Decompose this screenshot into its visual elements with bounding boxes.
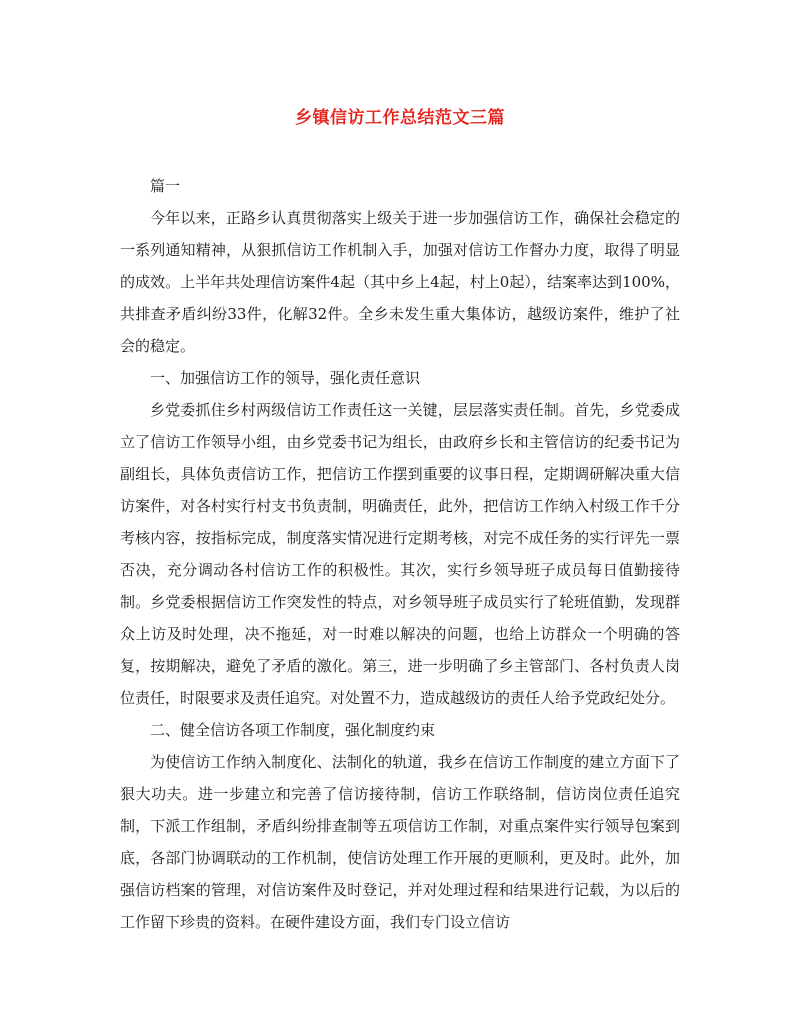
paragraph-section-1: 乡党委抓住乡村两级信访工作责任这一关键，层层落实责任制。首先，乡党委成立了信访工作领导小组，由乡党委书记为组长，由政府乡长和主管信访的纪委书记为副组长，具体负责信访工作，把信访工作摆到重要的议事日程，定期调研解决重大信访案件，对各村实行村支书负责制，明确责任，此外，把信访工作纳入村级工作千分考核内容，按指标完成，制度落实情况进行定期考核，对完不成任务的实行评先一票否决，充分调动各村信访工作的积极性。其次，实行乡领导班子成员每日值勤接待制。乡党委根据信访工作突发性的特点，对乡领导班子成员实行了轮班值勤，发现群众上访及时处理，决不拖延，对一时难以解决的问题，也给上访群众一个明确的答复，按期解决，避免了矛盾的激化。第三，进一步明确了乡主管部门、各村负责人岗位责任，时限要求及责任追究。对处置不力，造成越级访的责任人给予党政纪处分。 xyxy=(120,401,680,707)
document-title: 乡镇信访工作总结范文三篇 xyxy=(295,108,505,128)
section-label: 篇一 xyxy=(150,177,181,195)
document-body xyxy=(120,170,680,938)
paragraph-intro: 今年以来，正路乡认真贯彻落实上级关于进一步加强信访工作，确保社会稳定的一系列通知精神，从狠抓信访工作机制入手，加强对信访工作督办力度，取得了明显的成效。上半年共处理信访案件4起（其中乡上4起，村上0起），结案率达到100%，共排查矛盾纠纷33件，化解32件。全乡未发生重大集体访，越级访案件，维护了社会的稳定。 xyxy=(120,209,680,355)
paragraph-section-2: 为使信访工作纳入制度化、法制化的轨道，我乡在信访工作制度的建立方面下了狠大功夫。进一步建立和完善了信访接待制，信访工作联络制，信访岗位责任追究制，下派工作组制，矛盾纠纷排查制等五项信访工作制，对重点案件实行领导包案到底，各部门协调联动的工作机制，使信访处理工作开展的更顺利，更及时。此外，加强信访档案的管理，对信访案件及时登记，并对处理过程和结果进行记载，为以后的工作留下珍贵的资料。在硬件建设方面，我们专门设立信访 xyxy=(120,753,680,931)
section-heading-1: 一、加强信访工作的领导，强化责任意识 xyxy=(150,369,421,387)
section-heading-2: 二、健全信访各项工作制度，强化制度约束 xyxy=(150,721,436,739)
